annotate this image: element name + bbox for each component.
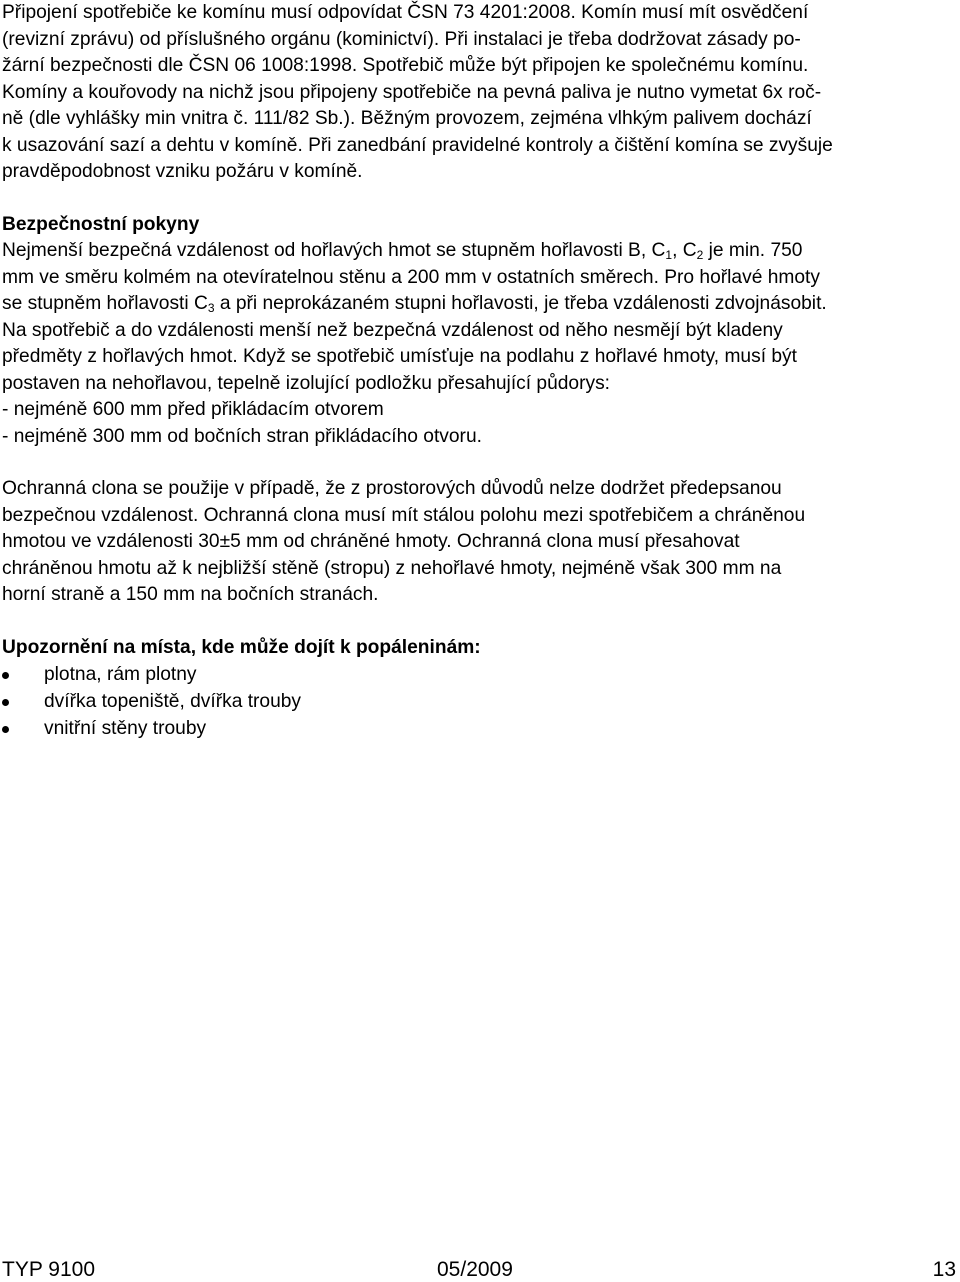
page-footer: [2, 1258, 956, 1282]
bullet-icon: [2, 726, 9, 733]
list-item: vnitřní stěny trouby: [2, 715, 956, 742]
page-number: 13: [932, 1258, 956, 1281]
paragraph-line: pravděpodobnost vzniku požáru v komíně.: [2, 161, 363, 182]
paragraph-line: se stupněm hořlavosti $C_3$ a při neprokázaném stupni hořlavosti, je třeba vzdálenosti zdvojnásobit.: [2, 293, 827, 315]
footer-model: TYP 9100: [2, 1258, 96, 1281]
list-item: plotna, rám plotny: [2, 661, 956, 688]
footer-date: 05/2009: [437, 1258, 513, 1281]
paragraph-line: horní straně a 150 mm na bočních stranách.: [2, 584, 379, 605]
paragraph-line: žární bezpečnosti dle ČSN 06 1008:1998. Spotřebič může být připojen ke společnému komínu.: [2, 55, 809, 76]
burn-warning-section: [2, 635, 956, 743]
bullet-icon: [2, 699, 9, 706]
chimney-connection-paragraph: [2, 0, 956, 186]
burn-locations-list: [2, 661, 956, 742]
document-page: [2, 0, 956, 742]
protective-screen-paragraph: [2, 476, 956, 609]
safety-heading: Bezpečnostní pokyny: [2, 213, 200, 235]
paragraph-line: hmotou ve vzdálenosti 30±5 mm od chráněné hmoty. Ochranná clona musí přesahovat: [2, 531, 740, 552]
paragraph-line: Na spotřebič a do vzdálenosti menší než bezpečná vzdálenost od něho nesmějí být kladeny: [2, 319, 783, 341]
paragraph-line: postaven na nehořlavou, tepelně izolující podložku přesahující půdorys:: [2, 372, 610, 394]
paragraph-line: chráněnou hmotu až k nejbližší stěně (stropu) z nehořlavé hmoty, nejméně však 300 mm na: [2, 557, 782, 579]
paragraph-line: předměty z hořlavých hmot. Když se spotřebič umísťuje na podlahu z hořlavé hmoty, musí být: [2, 346, 797, 367]
paragraph-line: k usazování sazí a dehtu v komíně. Při zanedbání pravidelné kontroly a čištění komína se zvyšuje: [2, 134, 833, 156]
paragraph-line: ně (dle vyhlášky min vnitra č. 111/82 Sb.). Běžným provozem, zejména vlhkým palivem dochází: [2, 108, 812, 129]
bullet-icon: [2, 672, 9, 679]
paragraph-line: - nejméně 300 mm od bočních stran přikládacího otvoru.: [2, 425, 482, 447]
paragraph-line: - nejméně 600 mm před přikládacím otvorem: [2, 399, 384, 420]
paragraph-line: Nejmenší bezpečná vzdálenost od hořlavých hmot se stupněm hořlavosti B, $C_1$, $C_2$ je min. 750: [2, 240, 803, 262]
paragraph-line: Připojení spotřebiče ke komínu musí odpovídat ČSN 73 4201:2008. Komín musí mít osvědčení: [2, 2, 809, 23]
paragraph-line: mm ve směru kolmém na otevíratelnou stěnu a 200 mm v ostatních směrech. Pro hořlavé hmoty: [2, 266, 820, 288]
paragraph-line: Ochranná clona se použije v případě, že z prostorových důvodů nelze dodržet předepsanou: [2, 478, 782, 499]
paragraph-line: (revizní zprávu) od příslušného orgánu (kominictví). Při instalaci je třeba dodržovat zásady po-: [2, 28, 801, 50]
list-item: dvířka topeniště, dvířka trouby: [2, 688, 956, 715]
burn-warning-heading: Upozornění na místa, kde může dojít k popáleninám:: [2, 636, 481, 658]
paragraph-line: bezpečnou vzdálenost. Ochranná clona musí mít stálou polohu mezi spotřebičem a chráněnou: [2, 504, 806, 526]
paragraph-line: Komíny a kouřovody na nichž jsou připojeny spotřebiče na pevná paliva je nutno vymetat 6x roč-: [2, 81, 822, 103]
safety-instructions-section: [2, 212, 956, 451]
